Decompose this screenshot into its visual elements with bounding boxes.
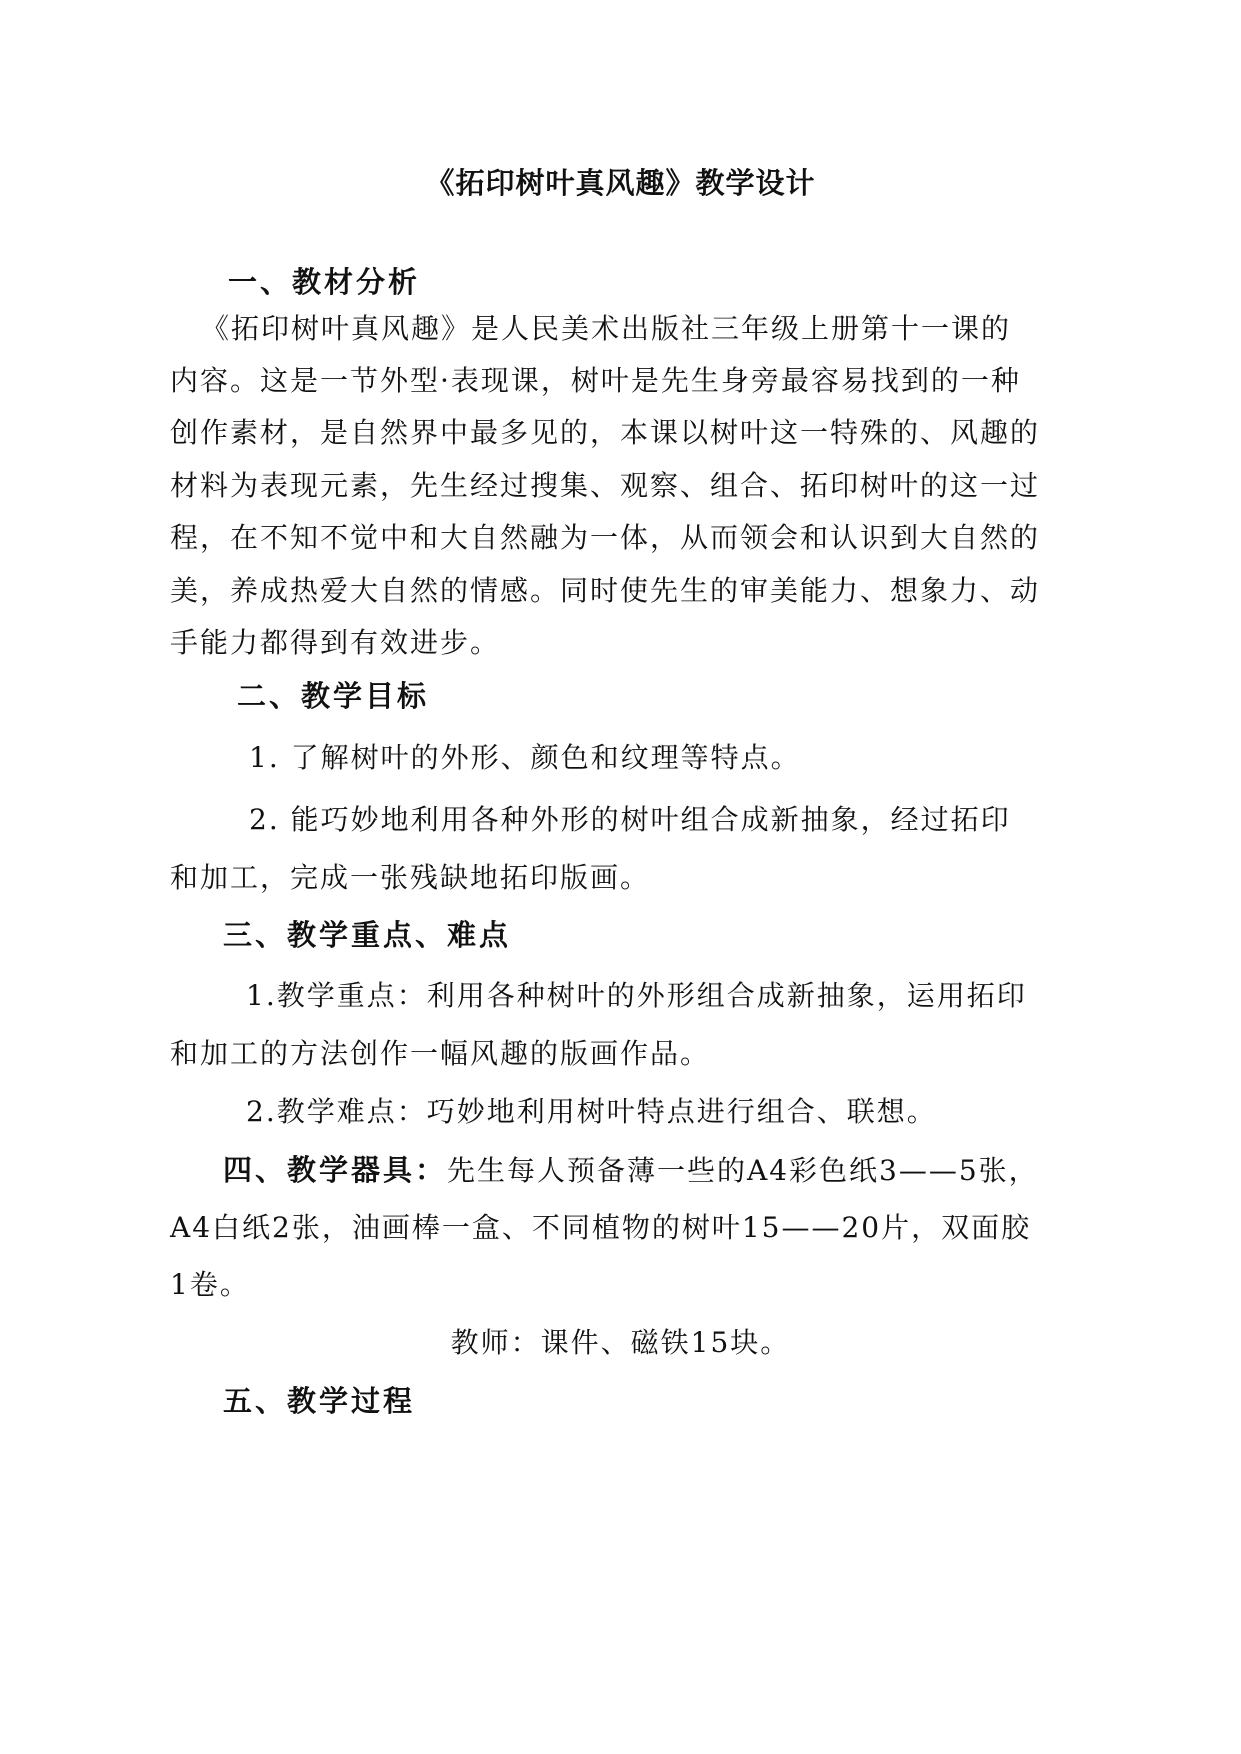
section1-line: 内容。这是一节外型·表现课，树叶是先生身旁最容易找到的一种 xyxy=(170,364,1021,397)
section5-heading: 五、教学过程 xyxy=(223,1384,416,1418)
section2-heading: 二、教学目标 xyxy=(237,679,430,713)
objective-item-2: 2. 能巧妙地利用各种外形的树叶组合成新抽象，经过拓印 xyxy=(249,803,1011,836)
section3-heading: 三、教学重点、难点 xyxy=(223,918,512,952)
key-point: 1.教学重点：利用各种树叶的外形组合成新抽象，运用拓印 xyxy=(246,979,1027,1012)
section1-heading: 一、教材分析 xyxy=(228,265,421,299)
student-materials: 先生每人预备薄一些的A4彩色纸3——5张， xyxy=(447,1154,1039,1187)
section1-line: 美，养成热爱大自然的情感。同时使先生的审美能力、想象力、动 xyxy=(170,574,1041,607)
objective-item-1: 1. 了解树叶的外形、颜色和纹理等特点。 xyxy=(249,741,801,774)
key-point-cont: 和加工的方法创作一幅风趣的版画作品。 xyxy=(170,1037,711,1070)
section1-line: 材料为表现元素，先生经过搜集、观察、组合、拓印树叶的这一过 xyxy=(170,469,1041,502)
section4-heading: 四、教学器具： xyxy=(223,1153,448,1187)
section1-line: 程，在不知不觉中和大自然融为一体，从而领会和认识到大自然的 xyxy=(170,521,1041,554)
student-materials-end: 1卷。 xyxy=(170,1268,250,1301)
section4-line1 xyxy=(223,1150,1039,1191)
document-title: 《拓印树叶真风趣》教学设计 xyxy=(425,166,816,200)
difficult-point: 2.教学难点：巧妙地利用树叶特点进行组合、联想。 xyxy=(246,1095,937,1128)
teacher-materials: 教师：课件、磁铁15块。 xyxy=(450,1326,791,1359)
section1-line: 创作素材，是自然界中最多见的，本课以树叶这一特殊的、风趣的 xyxy=(170,416,1041,449)
student-materials-cont: A4白纸2张，油画棒一盒、不同植物的树叶15——20片，双面胶 xyxy=(170,1211,1032,1244)
section1-line: 《拓印树叶真风趣》是人民美术出版社三年级上册第十一课的 xyxy=(201,312,1012,345)
section1-line: 手能力都得到有效进步。 xyxy=(170,626,501,659)
objective-item-2-cont: 和加工，完成一张残缺地拓印版画。 xyxy=(170,861,651,894)
